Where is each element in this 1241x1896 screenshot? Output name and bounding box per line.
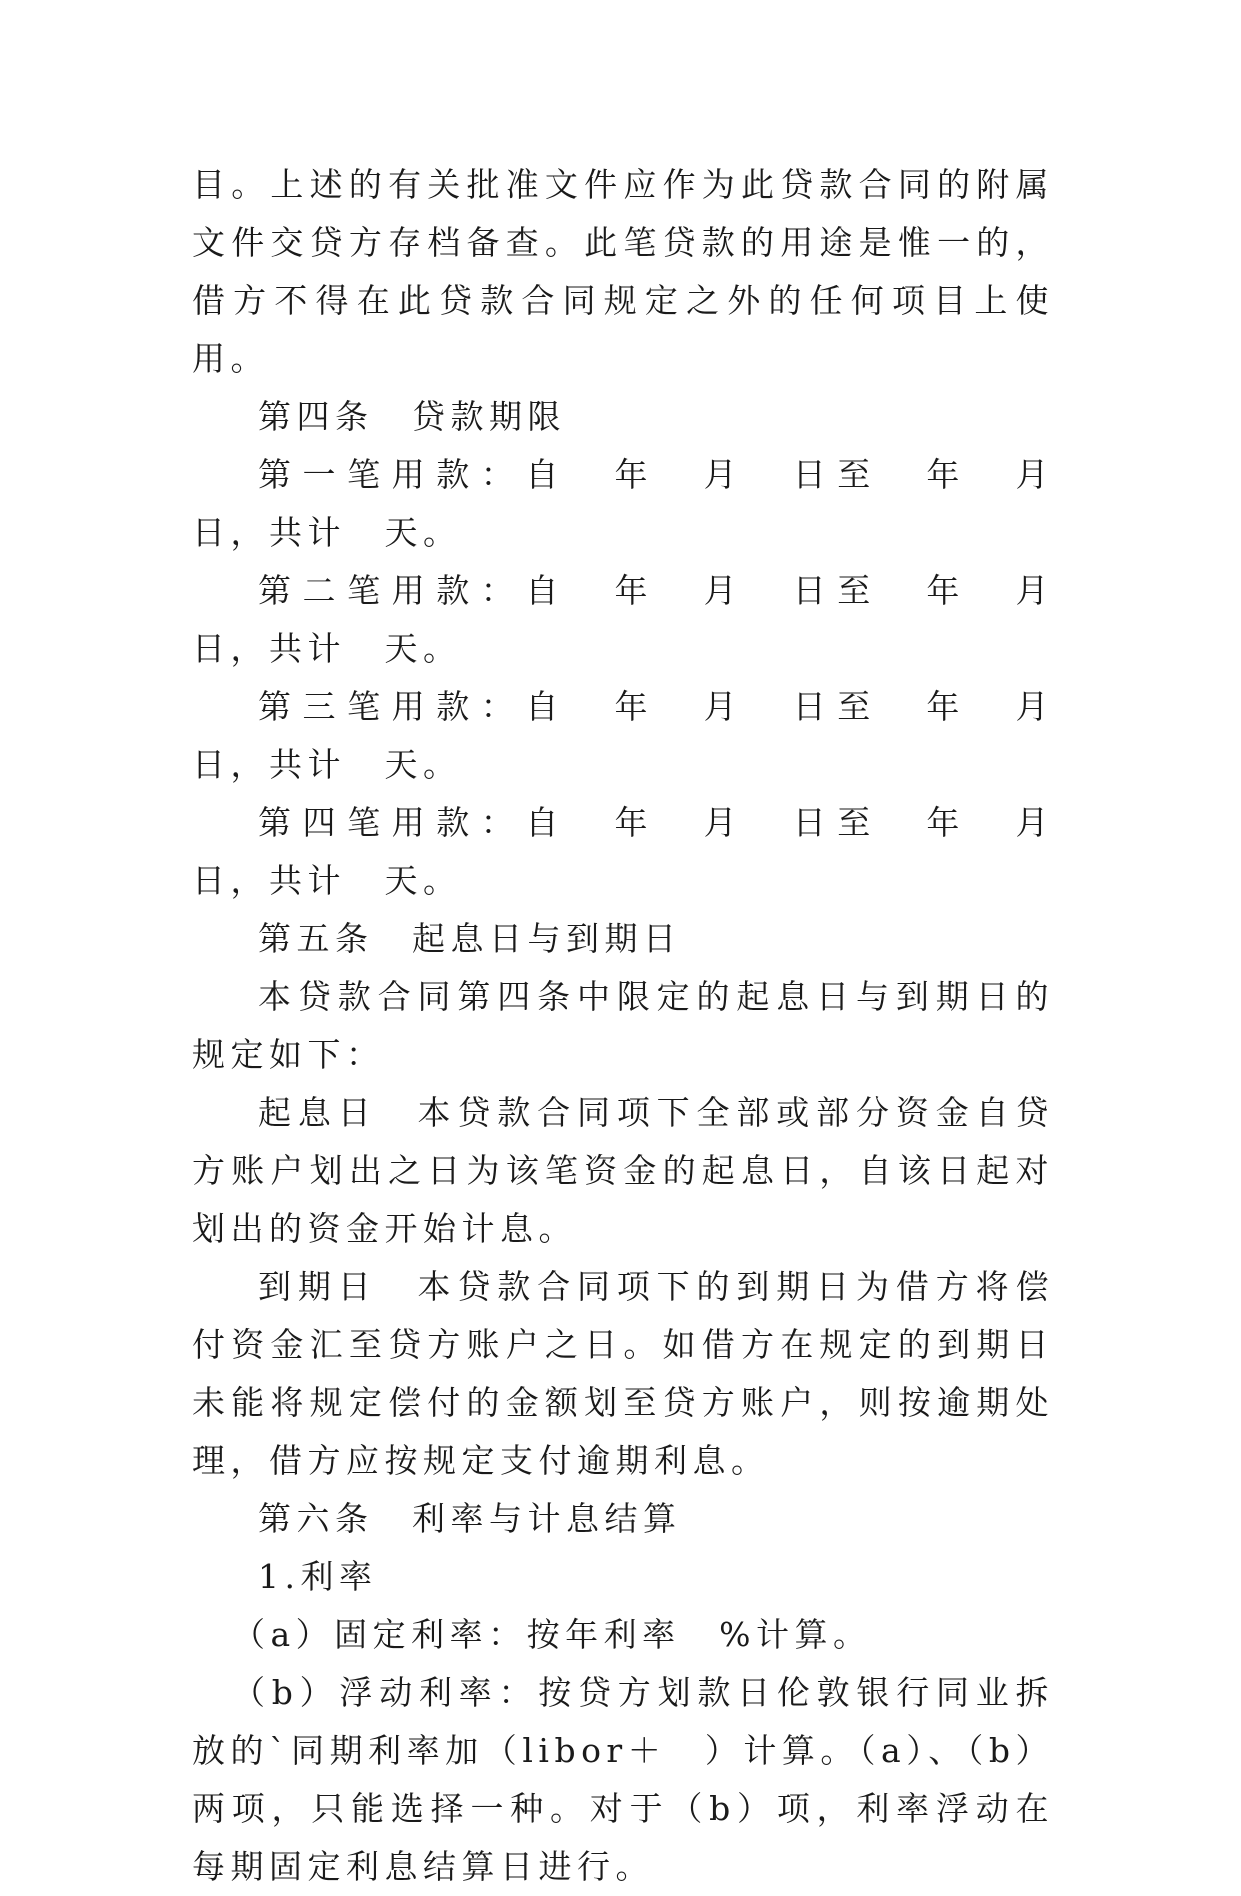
drawdown-line-1: 第一笔用款：自 年 月 日至 年 月 日，共计 天。 [192,455,1093,552]
heading-article-5: 第五条 起息日与到期日 [258,919,682,958]
subheading-interest-rate: 1.利率 [258,1557,378,1596]
heading-article-6: 第六条 利率与计息结算 [258,1499,682,1538]
drawdown-line-3: 第三笔用款：自 年 月 日至 年 月 日，共计 天。 [192,687,1093,784]
paragraph-dates-intro: 本贷款合同第四条中限定的起息日与到期日的规定如下： [192,977,1054,1074]
paragraph-value-date: 起息日 本贷款合同项下全部或部分资金自贷方账户划出之日为该笔资金的起息日，自该日起对划出的资金开始计息。 [192,1093,1054,1248]
paragraph-fixed-rate: （a）固定利率：按年利率 %计算。 [232,1615,872,1654]
heading-article-4: 第四条 贷款期限 [258,397,566,436]
drawdown-line-2: 第二笔用款：自 年 月 日至 年 月 日，共计 天。 [192,571,1093,668]
document-body [192,156,1093,1896]
drawdown-line-4: 第四笔用款：自 年 月 日至 年 月 日，共计 天。 [192,803,1093,900]
paragraph-loan-purpose: 目。上述的有关批准文件应作为此贷款合同的附属文件交贷方存档备查。此笔贷款的用途是惟一的，借方不得在此贷款合同规定之外的任何项目上使用。 [192,165,1054,378]
paragraph-maturity-date: 到期日 本贷款合同项下的到期日为借方将偿付资金汇至贷方账户之日。如借方在规定的到期日未能将规定偿付的金额划至贷方账户，则按逾期处理，借方应按规定支付逾期利息。 [192,1267,1054,1480]
paragraph-floating-rate: （b）浮动利率：按贷方划款日伦敦银行同业拆放的`同期利率加（libor＋ ）计算。（a）、（b）两项，只能选择一种。对于（b）项，利率浮动在每期固定利息结算日进行。 [192,1673,1054,1886]
